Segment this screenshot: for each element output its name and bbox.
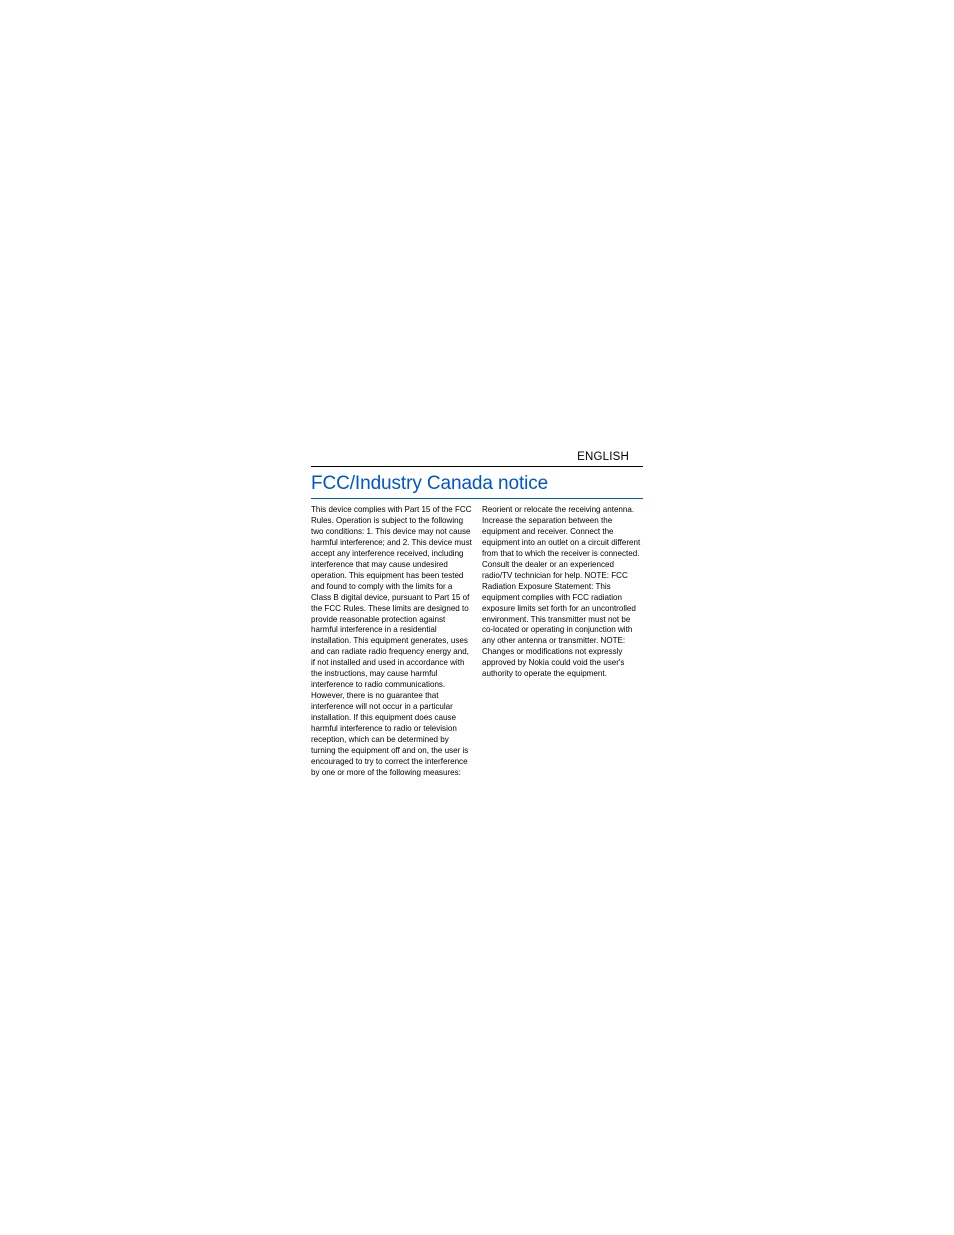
page-title: FCC/Industry Canada notice <box>311 473 549 494</box>
language-label: ENGLISH <box>577 451 629 463</box>
section-title-block <box>311 472 643 499</box>
language-header <box>311 450 643 467</box>
document-page <box>311 450 643 779</box>
body-columns <box>311 505 643 779</box>
body-left-column: This device complies with Part 15 of the FCC Rules. Operation is subject to the following two conditions: 1. This device may not cause harmful interference; and 2. This device must accept any interference received, including interference that may cause undesired operation. This equipment has been tested and found to comply with the limits for a Class B digital device, pursuant to Part 15 of the FCC Rules. These limits are designed to provide reasonable protection against harmful interference in a residential installation. This equipment generates, uses and can radiate radio frequency energy and, if not installed and used in accordance with the instructions, may cause harmful interference to radio communications. However, there is no guarantee that interference will not occur in a particular installation. If this equipment does cause harmful interference to radio or television reception, which can be determined by turning the equipment off and on, the user is encouraged to try to correct the interference by one or more of the following measures: <box>311 505 472 777</box>
body-right-column: Reorient or relocate the receiving antenna. Increase the separation between the equipment and receiver. Connect the equipment into an outlet on a circuit different from that to which the receiver is connected. Consult the dealer or an experienced radio/TV technician for help. NOTE: FCC Radiation Exposure Statement: This equipment complies with FCC radiation exposure limits set forth for an uncontrolled environment. This transmitter must not be co-located or operating in conjunction with any other antenna or transmitter. NOTE: Changes or modifications not expressly approved by Nokia could void the user's authority to operate the equipment. <box>482 505 641 679</box>
